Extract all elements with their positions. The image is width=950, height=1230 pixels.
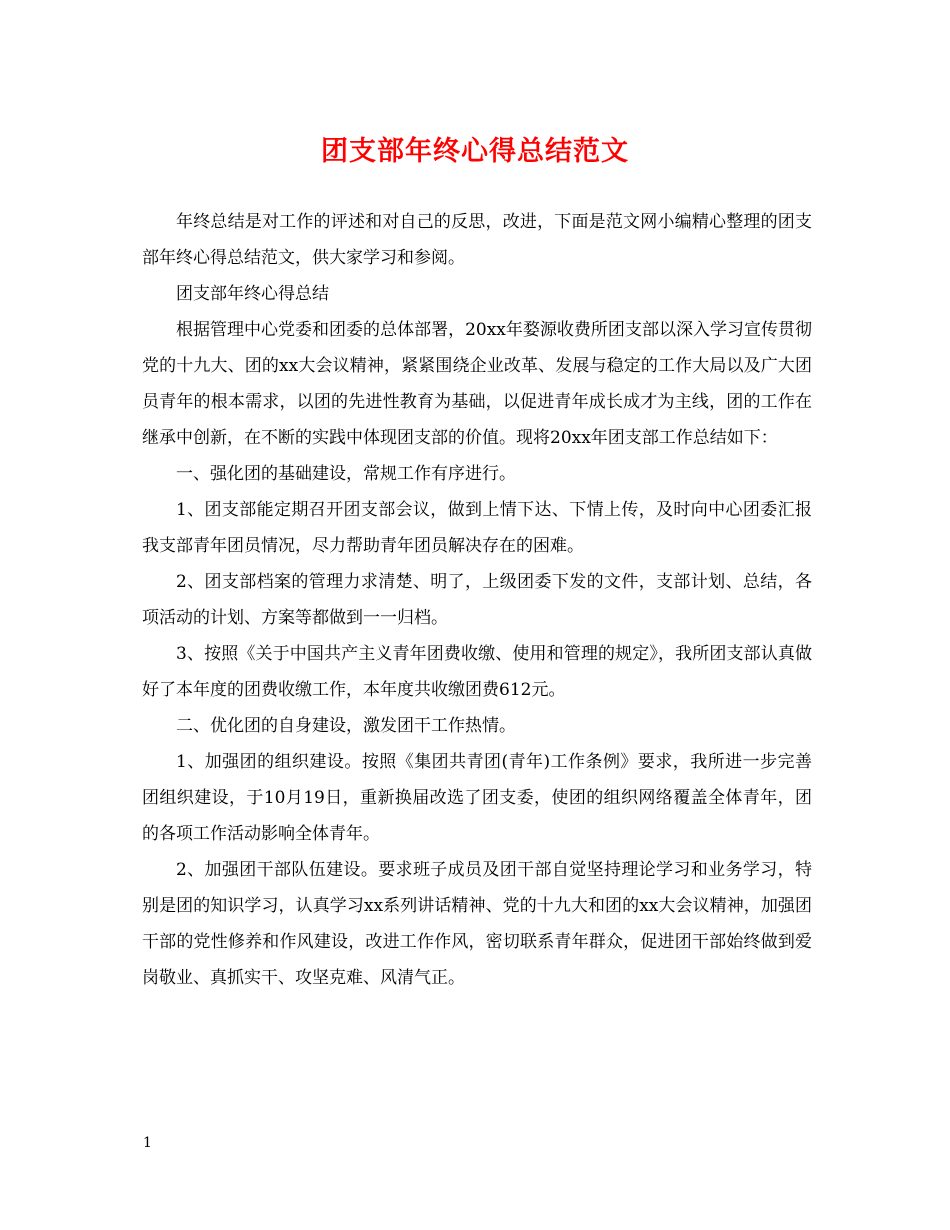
section-two-item-2: 2、加强团干部队伍建设。要求班子成员及团干部自觉坚持理论学习和业务学习，特别是团的知识学习，认真学习xx系列讲话精神、党的十九大和团的xx大会议精神，加强团干部的党性修养和作风建设，改进工作作风，密切联系青年群众，促进团干部始终做到爱岗敬业、真抓实干、攻坚克难、风清气正。 [142,860,812,988]
intro-paragraph: 年终总结是对工作的评述和对自己的反思，改进，下面是范文网小编精心整理的团支部年终心得总结范文，供大家学习和参阅。 [142,212,812,268]
overview-paragraph: 根据管理中心党委和团委的总体部署，20xx年婺源收费所团支部以深入学习宣传贯彻党的十九大、团的xx大会议精神，紧紧围绕企业改革、发展与稳定的工作大局以及广大团员青年的根本需求，以团的先进性教育为基础，以促进青年成长成才为主线，团的工作在继承中创新，在不断的实践中体现团支部的价值。现将20xx年团支部工作总结如下： [142,320,812,448]
section-one-item-2: 2、团支部档案的管理力求清楚、明了，上级团委下发的文件，支部计划、总结，各项活动的计划、方案等都做到一一归档。 [142,572,812,628]
section-two-heading: 二、优化团的自身建设，激发团干工作热情。 [176,716,516,736]
page-number: 1 [143,1135,152,1151]
section-heading: 团支部年终心得总结 [176,284,329,304]
document-body [142,204,812,996]
section-one-item-1: 1、团支部能定期召开团支部会议，做到上情下达、下情上传，及时向中心团委汇报我支部青年团员情况，尽力帮助青年团员解决存在的困难。 [142,500,812,556]
section-one-item-3: 3、按照《关于中国共产主义青年团费收缴、使用和管理的规定》，我所团支部认真做好了本年度的团费收缴工作，本年度共收缴团费612元。 [142,644,812,700]
section-two-item-1: 1、加强团的组织建设。按照《集团共青团(青年)工作条例》要求，我所进一步完善团组织建设，于10月19日，重新换届改选了团支委，使团的组织网络覆盖全体青年，团的各项工作活动影响全体青年。 [142,752,812,844]
document-title: 团支部年终心得总结范文 [321,136,629,167]
section-one-heading: 一、强化团的基础建设，常规工作有序进行。 [176,464,516,484]
